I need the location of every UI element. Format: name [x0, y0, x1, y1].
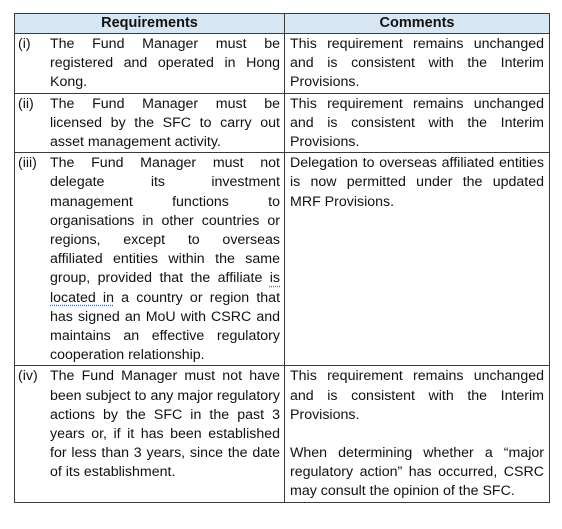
header-requirements: Requirements — [15, 14, 285, 34]
requirement-cell — [15, 153, 285, 366]
requirements-table — [14, 13, 550, 503]
comment-cell — [285, 366, 550, 502]
comment-cell — [285, 34, 550, 94]
row-number: (iii) — [18, 155, 37, 172]
comment-text: When determining whether a “major regulatory action” has occurred, CSRC may consult the opinion of the SFC. — [290, 445, 544, 500]
requirement-text-after: a country or region that has signed an MoU with CSRC and maintains an effective regulatory cooperation relationship. — [50, 289, 281, 364]
requirement-text-before: The Fund Manager must not delegate its investment management functions to organisations in other countries or regions, except to overseas affiliated entities within the same group, provided that the affiliate — [50, 155, 280, 287]
requirement-text: The Fund Manager must be licensed by the SFC to carry out asset management activity. — [50, 95, 280, 151]
requirement-cell — [15, 34, 285, 94]
table-row — [15, 366, 550, 502]
table-row — [15, 34, 550, 94]
comment-text: This requirement remains unchanged and is consistent with the Interim Provisions. — [290, 95, 544, 151]
row-number: (ii) — [18, 95, 34, 112]
row-number: (iv) — [18, 368, 38, 385]
grammar-flagged-text[interactable]: is located in — [50, 270, 280, 306]
comment-text: Delegation to overseas affiliated entities is now permitted under the updated MRF Provisions. — [290, 155, 544, 210]
comment-cell — [285, 93, 550, 153]
comment-cell — [285, 153, 550, 366]
comment-text: This requirement remains unchanged and is consistent with the Interim Provisions. — [290, 36, 544, 91]
header-comments: Comments — [285, 14, 550, 34]
table-header-row — [15, 14, 550, 34]
requirement-text: The Fund Manager must be registered and operated in Hong Kong. — [50, 36, 280, 91]
requirement-text — [50, 154, 280, 365]
table-row — [15, 93, 550, 153]
table-row — [15, 153, 550, 366]
requirement-cell — [15, 366, 285, 502]
comment-text: This requirement remains unchanged and is consistent with the Interim Provisions. — [290, 368, 544, 423]
requirement-text: The Fund Manager must not have been subject to any major regulatory actions by the SFC in the past 3 years or, if it has been established for less than 3 years, since the date of its establishment. — [50, 368, 280, 481]
row-number: (i) — [18, 36, 31, 52]
requirement-cell — [15, 93, 285, 153]
